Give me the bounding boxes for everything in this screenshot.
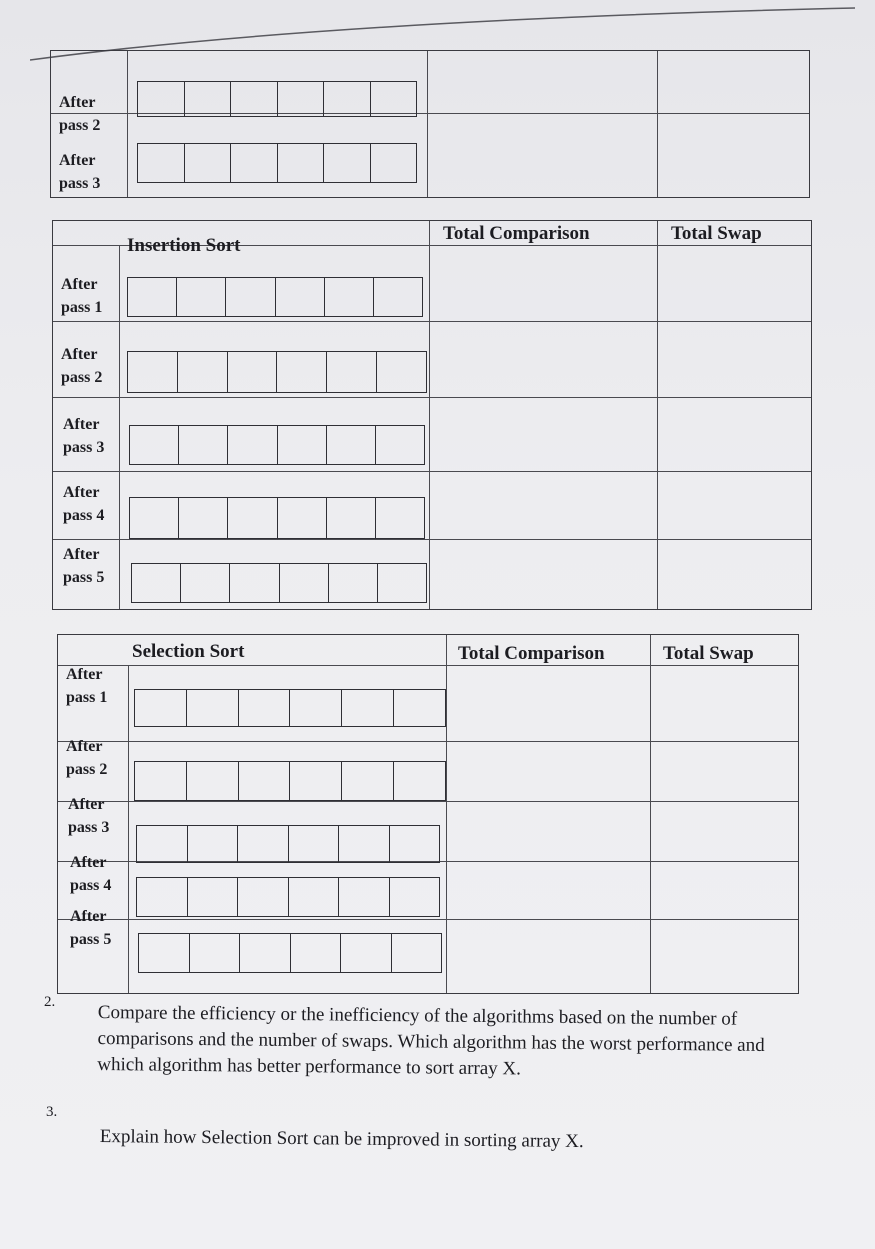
array-cell[interactable] (323, 144, 370, 182)
array-cell[interactable] (338, 878, 389, 916)
array-cell[interactable] (132, 564, 180, 602)
array-cells-row (127, 277, 423, 317)
top-row-label-pass-3: After pass 3 (59, 152, 101, 192)
array-cells-row (127, 351, 427, 393)
array-cells-row (129, 497, 425, 539)
array-cell[interactable] (277, 82, 324, 116)
selection-row-label-pass-3: After pass 3 (68, 796, 110, 836)
array-cell[interactable] (128, 352, 177, 392)
array-cell[interactable] (393, 762, 445, 800)
array-cell[interactable] (389, 878, 440, 916)
insertion-row-label-pass-2: After pass 2 (61, 346, 103, 386)
top-sort-table (50, 50, 810, 198)
array-cell[interactable] (328, 564, 377, 602)
array-cell[interactable] (326, 426, 375, 464)
array-cell[interactable] (178, 426, 227, 464)
array-cell[interactable] (288, 826, 339, 862)
insertion-row-label-pass-4: After pass 4 (63, 484, 105, 524)
array-cell[interactable] (338, 826, 389, 862)
array-cell[interactable] (326, 352, 376, 392)
array-cell[interactable] (137, 826, 187, 862)
array-cell[interactable] (135, 762, 186, 800)
array-cell[interactable] (391, 934, 442, 972)
array-cell[interactable] (393, 690, 445, 726)
insertion-row-label-pass-5: After pass 5 (63, 546, 105, 586)
array-cells-row (129, 425, 425, 465)
array-cell[interactable] (370, 144, 417, 182)
array-cell[interactable] (180, 564, 229, 602)
array-cell[interactable] (138, 82, 184, 116)
selection-row-label-pass-4: After pass 4 (70, 854, 112, 894)
array-cell[interactable] (277, 498, 326, 538)
selection-row-label-pass-1: After pass 1 (66, 666, 108, 706)
insertion-row-label-pass-3: After pass 3 (63, 416, 105, 456)
array-cell[interactable] (237, 826, 288, 862)
array-cell[interactable] (375, 498, 424, 538)
array-cell[interactable] (277, 426, 326, 464)
question-2-number: 2. (44, 994, 56, 1010)
array-cell[interactable] (279, 564, 328, 602)
array-cell[interactable] (326, 498, 375, 538)
array-cell[interactable] (340, 934, 391, 972)
insertion-total-comparison-header: Total Comparison (443, 223, 590, 244)
array-cell[interactable] (376, 352, 426, 392)
array-cell[interactable] (128, 278, 176, 316)
array-cell[interactable] (289, 762, 341, 800)
array-cell[interactable] (138, 144, 184, 182)
array-cell[interactable] (239, 934, 290, 972)
array-cell[interactable] (137, 878, 187, 916)
array-cells-row (134, 761, 446, 801)
array-cells-row (136, 877, 440, 917)
selection-row-label-pass-2: After pass 2 (66, 738, 108, 778)
array-cells-row (131, 563, 427, 603)
array-cell[interactable] (377, 564, 426, 602)
array-cell[interactable] (176, 278, 225, 316)
array-cell[interactable] (184, 82, 231, 116)
question-3-text: Explain how Selection Sort can be improved in sorting array X. (99, 1125, 584, 1153)
question-2-text: Compare the efficiency or the inefficiency of the algorithms based on the number of comparisons and the number of swaps. Which algorithm has the worst performance and which algorithm has better performance to sort array X. (97, 1001, 765, 1080)
array-cell[interactable] (373, 278, 422, 316)
array-cells-row (136, 825, 440, 863)
array-cell[interactable] (177, 352, 227, 392)
array-cell[interactable] (238, 690, 290, 726)
array-cell[interactable] (227, 426, 276, 464)
array-cell[interactable] (238, 762, 290, 800)
array-cell[interactable] (186, 762, 238, 800)
insertion-sort-title: Insertion Sort (127, 235, 241, 256)
array-cell[interactable] (130, 498, 178, 538)
array-cell[interactable] (189, 934, 240, 972)
array-cell[interactable] (230, 82, 277, 116)
array-cell[interactable] (139, 934, 189, 972)
array-cell[interactable] (227, 498, 276, 538)
array-cell[interactable] (187, 826, 238, 862)
array-cell[interactable] (341, 690, 393, 726)
array-cell[interactable] (237, 878, 288, 916)
array-cell[interactable] (178, 498, 227, 538)
selection-total-swap-header: Total Swap (663, 643, 754, 664)
array-cell[interactable] (135, 690, 186, 726)
array-cells-row (137, 143, 417, 183)
array-cell[interactable] (225, 278, 274, 316)
array-cell[interactable] (276, 352, 326, 392)
array-cell[interactable] (184, 144, 231, 182)
array-cell[interactable] (275, 278, 324, 316)
array-cell[interactable] (290, 934, 341, 972)
array-cells-row (134, 689, 446, 727)
array-cell[interactable] (130, 426, 178, 464)
array-cell[interactable] (370, 82, 417, 116)
array-cells-row (138, 933, 442, 973)
selection-sort-table (57, 634, 799, 994)
array-cell[interactable] (229, 564, 278, 602)
array-cell[interactable] (389, 826, 440, 862)
array-cell[interactable] (341, 762, 393, 800)
array-cell[interactable] (324, 278, 373, 316)
array-cell[interactable] (289, 690, 341, 726)
insertion-sort-table (52, 220, 812, 610)
question-3-number: 3. (46, 1104, 58, 1120)
array-cell[interactable] (186, 690, 238, 726)
insertion-row-label-pass-1: After pass 1 (61, 276, 103, 316)
array-cell[interactable] (230, 144, 277, 182)
array-cell[interactable] (187, 878, 238, 916)
insertion-total-swap-header: Total Swap (671, 223, 762, 244)
selection-sort-title: Selection Sort (132, 641, 245, 662)
array-cell[interactable] (288, 878, 339, 916)
selection-total-comparison-header: Total Comparison (458, 643, 605, 664)
top-row-label-pass-2: After pass 2 (59, 94, 101, 134)
array-cells-row (137, 81, 417, 117)
selection-row-label-pass-5: After pass 5 (70, 908, 112, 948)
array-cell[interactable] (323, 82, 370, 116)
array-cell[interactable] (227, 352, 277, 392)
array-cell[interactable] (277, 144, 324, 182)
array-cell[interactable] (375, 426, 424, 464)
